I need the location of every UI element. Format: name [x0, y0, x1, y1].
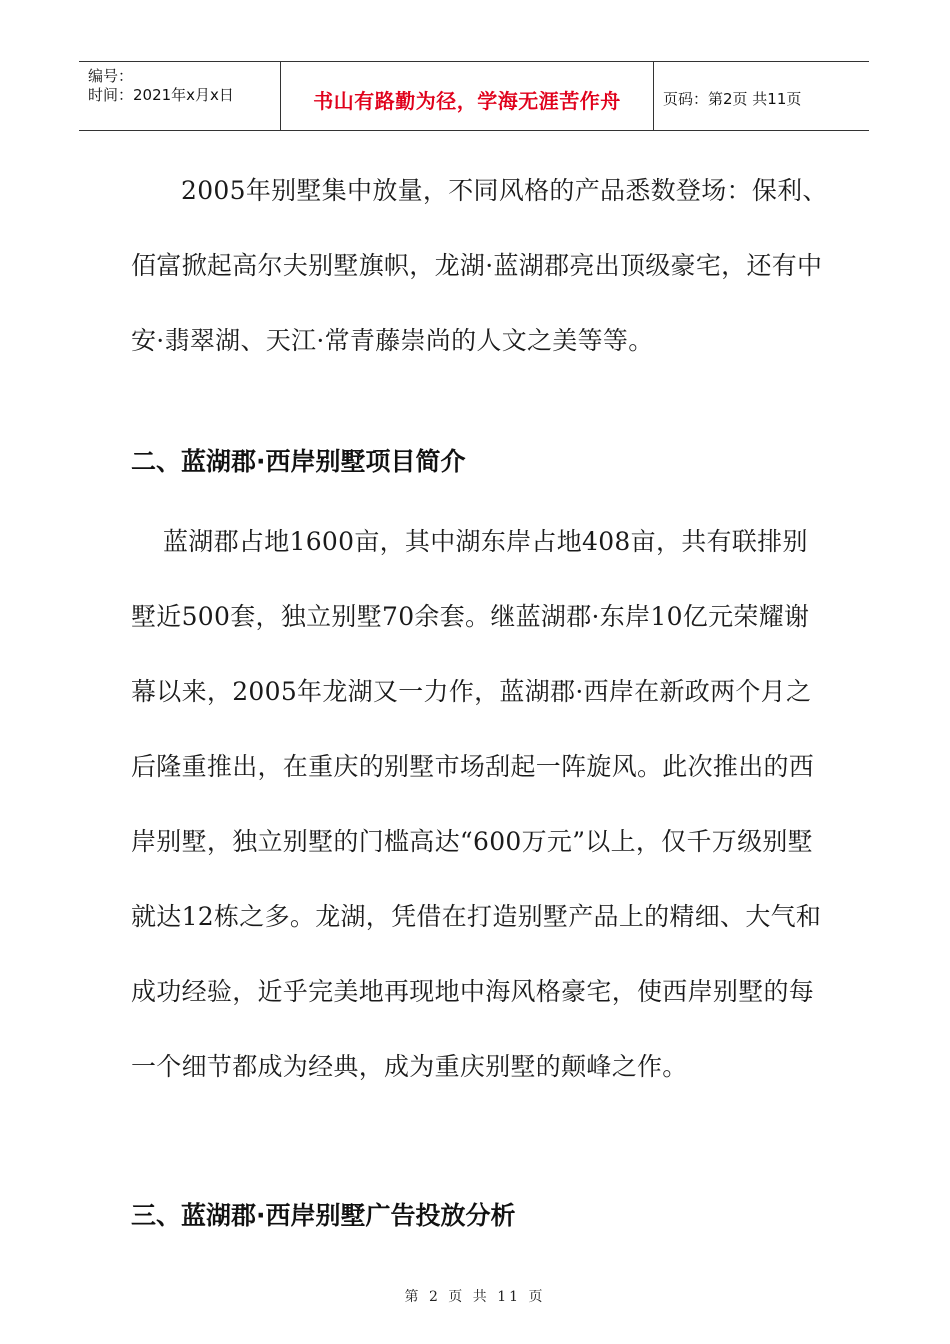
project-paragraph: 蓝湖郡占地1600亩，其中湖东岸占地408亩，共有联排别墅近500套，独立别墅70余套。继蓝湖郡·东岸10亿元荣耀谢幕以来，2005年龙湖又一力作，蓝湖郡·西岸在新政两个月之后隆重推出，在重庆的别墅市场刮起一阵旋风。此次推出的西岸别墅，独立别墅的门槛高达“600万元”以上，仅千万级别墅就达12栋之多。龙湖，凭借在打造别墅产品上的精细、大气和成功经验，近乎完美地再现地中海风格豪宅，使西岸别墅的每一个细节都成为经典，成为重庆别墅的颠峰之作。 [131, 527, 822, 1081]
section-2-title: 二、蓝湖郡·西岸别墅项目简介 [131, 447, 466, 476]
header-divider-right [653, 62, 654, 130]
header-page-info: 页码：第2页 共11页 [663, 90, 802, 108]
header-meta [88, 67, 234, 105]
page-header [79, 61, 869, 131]
page-footer: 第 2 页 共 11 页 [404, 1289, 546, 1305]
header-motto: 书山有路勤为径，学海无涯苦作舟 [313, 89, 621, 113]
section-3-title: 三、蓝湖郡·西岸别墅广告投放分析 [131, 1201, 516, 1230]
document-number-label: 编号： [88, 67, 134, 85]
document-date: 时间：2021年x月x日 [88, 86, 234, 104]
intro-section [131, 153, 831, 378]
intro-paragraph: 2005年别墅集中放量，不同风格的产品悉数登场：保利、佰富掀起高尔夫别墅旗帜，龙湖·蓝湖郡亮出顶级豪宅，还有中安·翡翠湖、天江·常青藤崇尚的人文之美等等。 [131, 176, 828, 355]
project-section [131, 504, 831, 1104]
